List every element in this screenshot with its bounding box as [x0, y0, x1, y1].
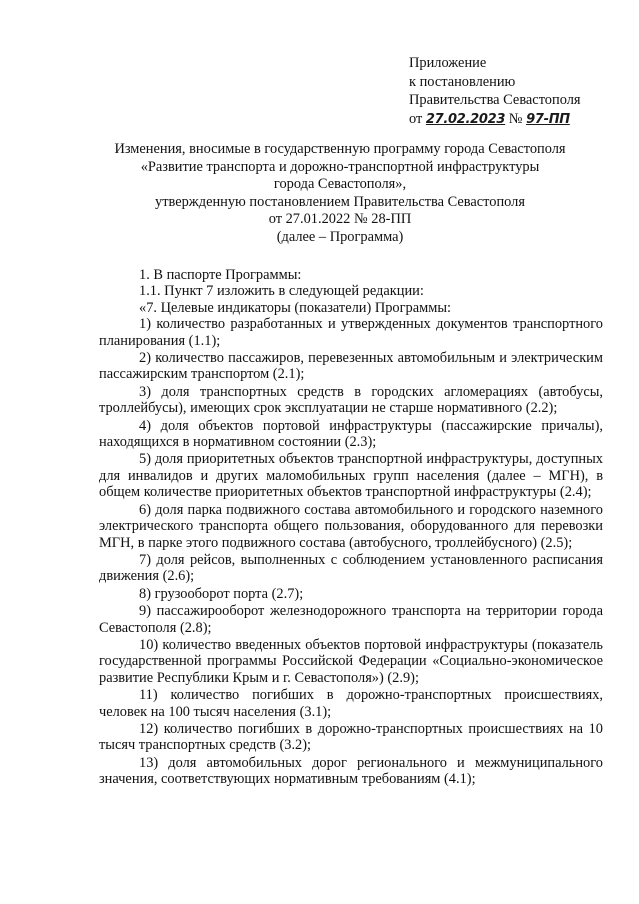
title-line-4: утвержденную постановлением Правительства Севастополя — [155, 193, 525, 210]
annex-block — [409, 54, 634, 129]
annex-line-1: Приложение — [409, 55, 487, 71]
title-line-1: Изменения, вносимые в государственную программу города Севастополя — [114, 141, 566, 157]
document-title — [70, 141, 610, 246]
annex-line-3: Правительства Севастополя — [409, 92, 581, 108]
annex-date-line — [409, 110, 634, 130]
title-line-5: от 27.01.2022 № 28-ПП — [268, 211, 412, 227]
paragraph: 9) пассажирооборот железнодорожного транспорта на территории города Севастополя (2.8); — [99, 603, 603, 636]
handwritten-number: 97-ПП — [526, 111, 570, 127]
paragraph: «7. Целевые индикаторы (показатели) Программы: — [139, 299, 451, 316]
paragraph: 13) доля автомобильных дорог регионального и межмуниципального значения, соответствующих нормативным требованиям (4.1); — [99, 754, 603, 788]
title-line-3: города Севастополя», — [273, 176, 407, 192]
paragraph: 1.1. Пункт 7 изложить в следующей редакции: — [139, 283, 424, 300]
paragraph: 1) количество разработанных и утвержденных документов транспортного планирования (1.1); — [99, 316, 603, 349]
number-prefix: № — [508, 110, 523, 127]
paragraph: 11) количество погибших в дорожно-транспортных происшествиях, человек на 100 тысяч населения (3.1); — [99, 687, 603, 720]
date-prefix: от — [409, 110, 423, 127]
paragraph: 2) количество пассажиров, перевезенных автомобильным и электрическим пассажирским транспортом (2.1); — [99, 350, 603, 383]
paragraph: 3) доля транспортных средств в городских агломерациях (автобусы, троллейбусы), имеющих срок эксплуатации не старше нормативного (2.2); — [99, 383, 603, 417]
annex-line-2: к постановлению — [409, 73, 516, 90]
paragraph: 7) доля рейсов, выполненных с соблюдением установленного расписания движения (2.6); — [99, 551, 603, 585]
paragraph: 10) количество введенных объектов портовой инфраструктуры (показатель государственной программы Российской Федерации «Социально-экономическое развитие Республики Крым и г. Севастополя») (2.9); — [99, 636, 603, 686]
paragraph: 1. В паспорте Программы: — [139, 267, 302, 283]
document-body — [99, 267, 603, 788]
paragraph: 4) доля объектов портовой инфраструктуры (пассажирские причалы), находящихся в нормативном состоянии (2.3); — [99, 417, 603, 451]
title-line-2: «Развитие транспорта и дорожно-транспортной инфраструктуры — [140, 158, 540, 175]
paragraph: 6) доля парка подвижного состава автомобильного и городского наземного электрического транспорта общего пользования, оборудованного для перевозки МГН, в парке этого подвижного состава (автобусного, троллейбусного) (2.5); — [99, 501, 603, 551]
paragraph: 12) количество погибших в дорожно-транспортных происшествиях на 10 тысяч транспортных средств (3.2); — [99, 720, 603, 754]
paragraph: 8) грузооборот порта (2.7); — [139, 585, 304, 602]
paragraph: 5) доля приоритетных объектов транспортной инфраструктуры, доступных для инвалидов и других маломобильных групп населения (далее – МГН), в общем количестве приоритетных объектов транспортной инфраструктуры (2.4); — [99, 451, 603, 501]
title-line-6: (далее – Программа) — [276, 228, 404, 245]
handwritten-date: 27.02.2023 — [425, 111, 506, 127]
